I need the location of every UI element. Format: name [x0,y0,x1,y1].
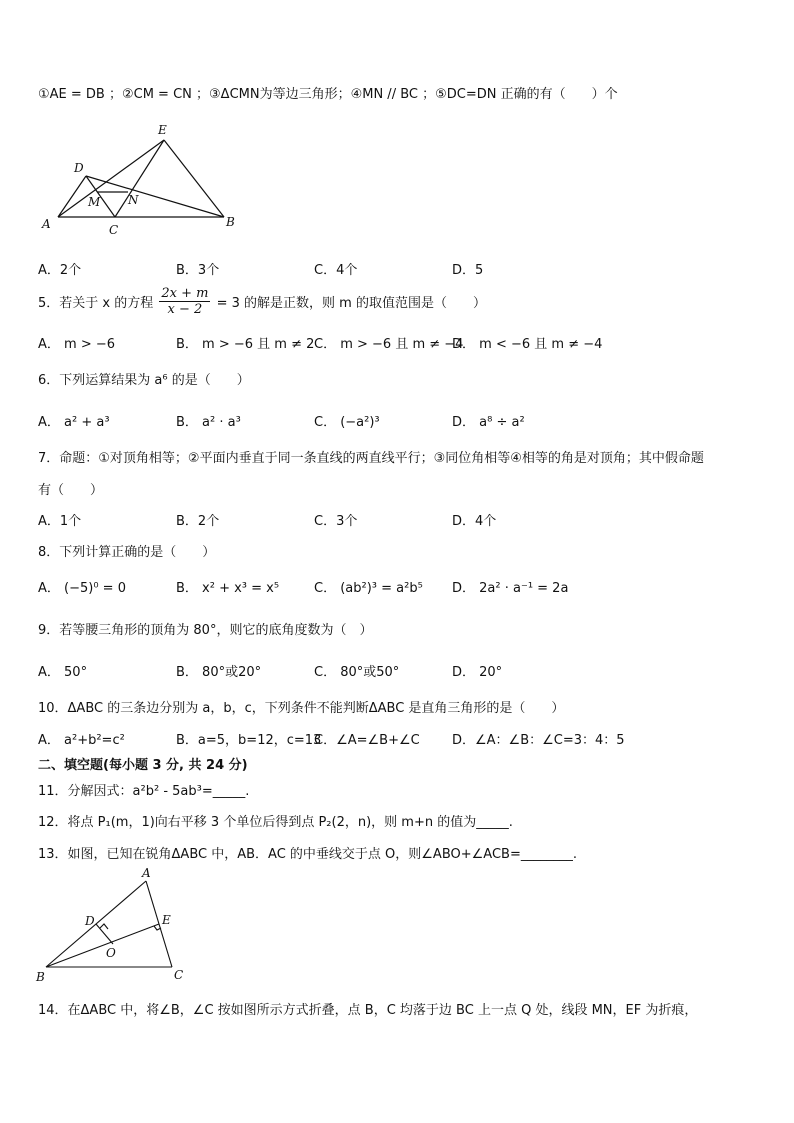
q4-label-d: D [74,161,84,175]
q13-label-a: A [142,866,151,880]
q10-option-d[interactable]: D．∠A：∠B：∠C=3：4：5 [452,733,625,748]
q4-option-c[interactable]: C．4个 [314,263,358,278]
q5-option-d[interactable]: D． m < −6 且 m ≠ −4 [452,337,603,352]
q8-option-c[interactable]: C． (ab²)³ = a²b⁵ [314,581,423,596]
q4-label-b: B [226,215,235,229]
q6-option-d[interactable]: D． a⁸ ÷ a² [452,415,525,430]
q4-label-m: M [88,195,101,209]
q13-label-b: B [36,970,45,984]
q5-option-b[interactable]: B． m > −6 且 m ≠ 2 [176,337,315,352]
q5-statement [38,286,486,317]
q7-option-c[interactable]: C．3个 [314,514,358,529]
q13-label-e: E [162,913,171,927]
q4-option-b[interactable]: B．3个 [176,263,220,278]
q6-statement: 6．下列运算结果为 a⁶ 的是（ ） [38,373,250,388]
q5-fraction-numerator: 2x + m [161,286,209,301]
q13-statement: 13．如图，已知在锐角ΔABC 中，AB．AC 的中垂线交于点 O，则∠ABO+∠ACB=________. [38,847,577,862]
q6-option-a[interactable]: A． a² + a³ [38,415,110,430]
q6-option-c[interactable]: C． (−a²)³ [314,415,380,430]
q5-option-a[interactable]: A． m > −6 [38,337,116,352]
q7-statement-line2: 有（ ） [38,483,104,498]
q4-statement: ①AE = DB ；②CM = CN ；③ΔCMN为等边三角形；④MN // BC ；⑤DC=DN 正确的有（ ）个 [38,87,618,102]
q5-suffix: = 3 的解是正数，则 m 的取值范围是（ ） [216,296,486,311]
q5-option-c[interactable]: C． m > −6 且 m ≠ −4 [314,337,464,352]
q9-option-c[interactable]: C． 80°或50° [314,665,400,680]
q13-label-o: O [106,946,116,960]
q4-label-e: E [158,123,167,137]
q5-fraction [159,286,210,317]
q9-statement: 9．若等腰三角形的顶角为 80°，则它的底角度数为（ ） [38,623,373,638]
q6-option-b[interactable]: B． a² · a³ [176,415,241,430]
q13-label-c: C [174,968,184,982]
q4-label-a: A [42,217,51,231]
q8-statement: 8．下列计算正确的是（ ） [38,545,216,560]
q12-statement: 12．将点 P₁(m，1)向右平移 3 个单位后得到点 P₂(2，n)，则 m+n 的值为_____. [38,815,513,830]
q7-option-a[interactable]: A．1个 [38,514,82,529]
q4-label-c: C [109,223,119,237]
q10-statement: 10．ΔABC 的三条边分别为 a，b，c，下列条件不能判断ΔABC 是直角三角形的是（ ） [38,701,565,716]
q9-option-a[interactable]: A． 50° [38,665,88,680]
q4-label-n: N [128,193,139,207]
q4-option-d[interactable]: D．5 [452,263,484,278]
q8-option-a[interactable]: A． (−5)⁰ = 0 [38,581,126,596]
q10-option-c[interactable]: C．∠A=∠B+∠C [314,733,420,748]
q8-option-d[interactable]: D． 2a² · a⁻¹ = 2a [452,581,569,596]
q7-statement-line1: 7．命题：①对顶角相等；②平面内垂直于同一条直线的两直线平行；③同位角相等④相等的角是对顶角；其中假命题 [38,451,704,466]
q10-option-a[interactable]: A． a²+b²=c² [38,733,125,748]
q13-label-d: D [85,914,95,928]
q7-option-d[interactable]: D．4个 [452,514,497,529]
q5-fraction-denominator: x − 2 [167,302,203,317]
q7-option-b[interactable]: B．2个 [176,514,220,529]
q4-option-a[interactable]: A．2个 [38,263,82,278]
q5-prefix: 5．若关于 x 的方程 [38,296,154,311]
q13-figure [34,866,204,986]
q9-option-d[interactable]: D． 20° [452,665,503,680]
q9-option-b[interactable]: B． 80°或20° [176,665,262,680]
q11-statement: 11．分解因式：a²b² - 5ab³=_____. [38,784,250,799]
section2-title: 二、填空题(每小题 3 分, 共 24 分) [38,758,248,773]
q4-figure [38,120,258,240]
q14-statement: 14．在ΔABC 中，将∠B，∠C 按如图所示方式折叠，点 B，C 均落于边 BC 上一点 Q 处，线段 MN，EF 为折痕， [38,1003,698,1018]
q8-option-b[interactable]: B． x² + x³ = x⁵ [176,581,280,596]
q10-option-b[interactable]: B．a=5，b=12，c=13 [176,733,322,748]
